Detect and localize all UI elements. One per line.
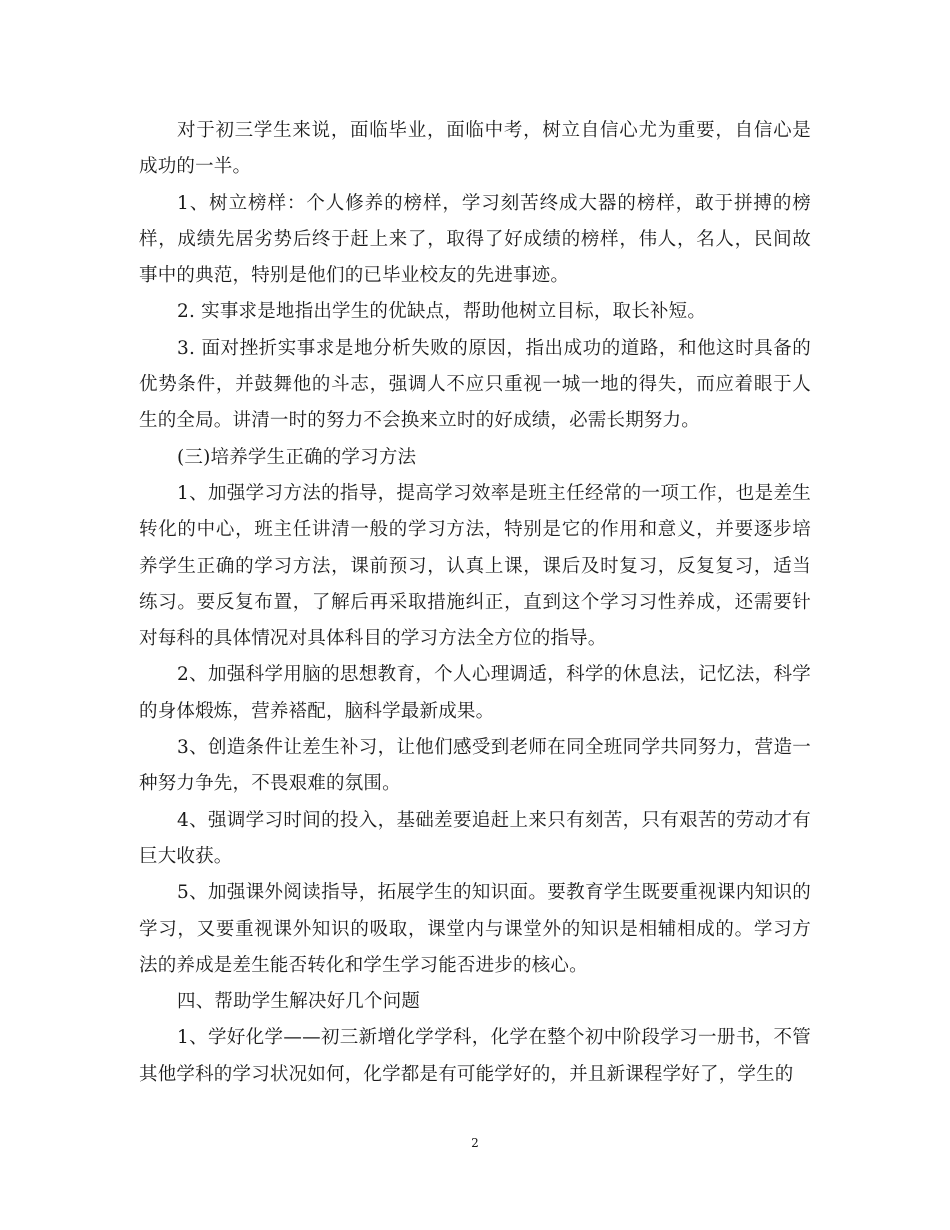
paragraph-brain-science: 2、加强科学用脑的思想教育，个人心理调适，科学的休息法，记忆法，科学的身体煅炼，营养褡配，脑科学最新成果。: [139, 664, 811, 722]
paragraph-intro: 对于初三学生来说，面临毕业，面临中考，树立自信心尤为重要，自信心是成功的一半。: [139, 120, 811, 178]
paragraph-chemistry: 1、学好化学——初三新增化学学科，化学在整个初中阶段学习一册书，不管其他学科的学习状况如何，化学都是有可能学好的，并且新课程学好了，学生的: [139, 1027, 811, 1085]
section-heading-problems: 四、帮助学生解决好几个问题: [177, 991, 421, 1013]
document-body: [139, 113, 811, 1093]
paragraph-setbacks: 3. 面对挫折实事求是地分析失败的原因，指出成功的道路，和他这时具备的优势条件，并鼓舞他的斗志，强调人不应只重视一城一地的得失，而应着眼于人生的全局。讲清一时的努力不会换来立时的好成绩，必需长期努力。: [139, 337, 811, 432]
paragraph-method-guidance: 1、加强学习方法的指导，提高学习效率是班主任经常的一项工作，也是差生转化的中心，班主任讲清一般的学习方法，特别是它的作用和意义，并要逐步培养学生正确的学习方法，课前预习，认真上课，课后及时复习，反复复习，适当练习。要反复布置，了解后再采取措施纠正，直到这个学习习性养成，还需要针对每科的具体情况对具体科目的学习方法全方位的指导。: [139, 482, 811, 650]
paragraph-extracurricular-reading: 5、加强课外阅读指导，拓展学生的知识面。要教育学生既要重视课内知识的学习，又要重视课外知识的吸取，课堂内与课堂外的知识是相辅相成的。学习方法的养成是差生能否转化和学生学习能否进步的核心。: [139, 882, 811, 976]
section-heading-study-methods: (三)培养学生正确的学习方法: [177, 446, 417, 468]
page-number: 2: [471, 1136, 479, 1150]
paragraph-role-model: 1、树立榜样：个人修养的榜样，学习刻苦终成大器的榜样，敢于拼搏的榜样，成绩先居劣势后终于赶上来了，取得了好成绩的榜样，伟人，名人，民间故事中的典范，特别是他们的已毕业校友的先进事迹。: [139, 192, 811, 287]
paragraph-strengths: 2. 实事求是地指出学生的优缺点，帮助他树立目标，取长补短。: [177, 301, 707, 323]
paragraph-study-time: 4、强调学习时间的投入，基础差要追赶上来只有刻苦，只有艰苦的劳动才有巨大收获。: [139, 809, 811, 867]
paragraph-tutoring: 3、创造条件让差生补习，让他们感受到老师在同全班同学共同努力，营造一种努力争先，不畏艰难的氛围。: [139, 737, 811, 795]
